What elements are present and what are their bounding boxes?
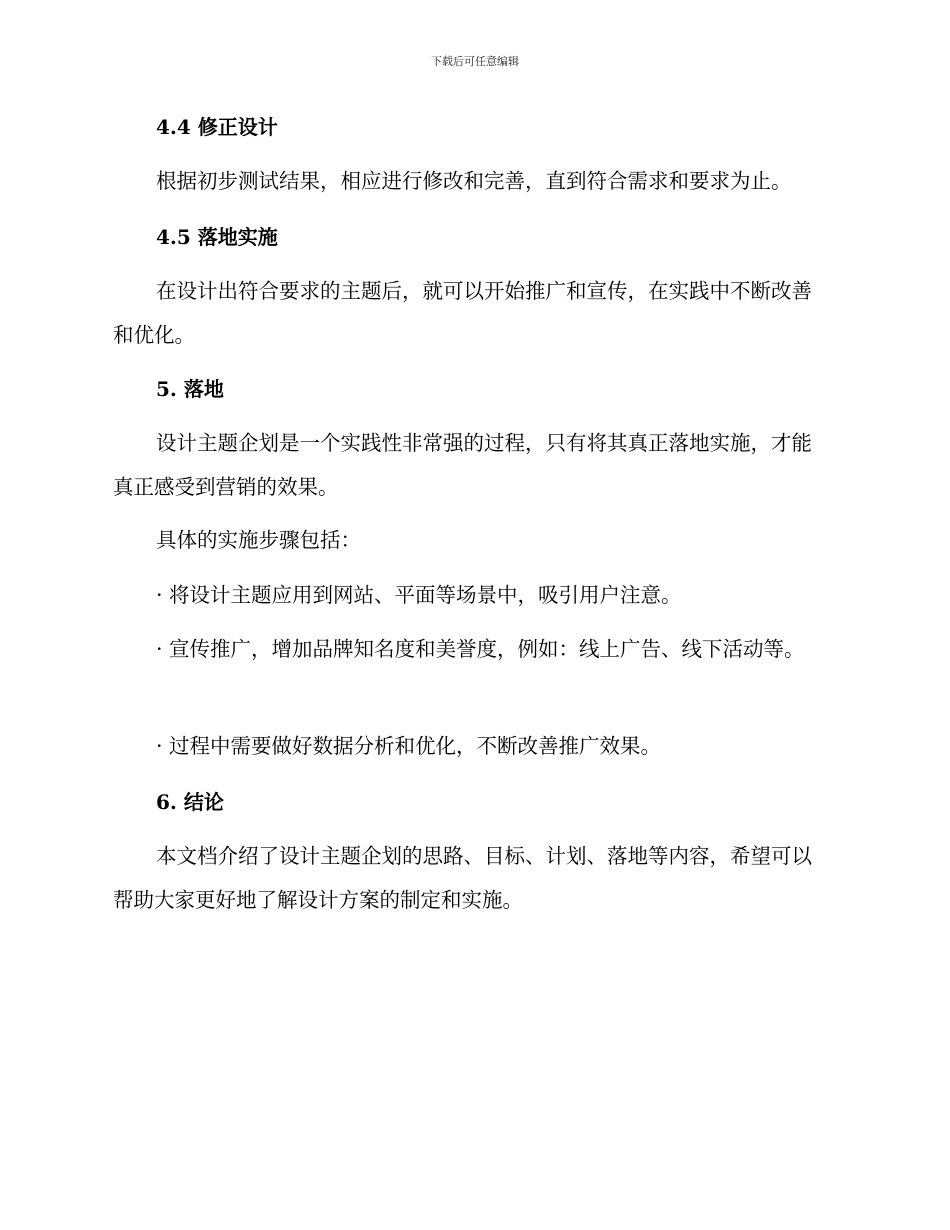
paragraph-4-4: 根据初步测试结果，相应进行修改和完善，直到符合需求和要求为止。: [156, 169, 792, 193]
section-heading-4-4: 4.4 修正设计: [156, 115, 278, 139]
page-header: 下载后可任意编辑: [431, 55, 519, 68]
section-heading-6: 6. 结论: [156, 790, 224, 814]
bullet-item: · 将设计主题应用到网站、平面等场景中，吸引用户注意。: [156, 583, 682, 607]
paragraph-6: 本文档介绍了设计主题企划的思路、目标、计划、落地等内容，希望可以帮助大家更好地了解设计方案的制定和实施。: [113, 844, 812, 912]
section-heading-5: 5. 落地: [156, 377, 224, 401]
section-heading-4-5: 4.5 落地实施: [156, 225, 278, 249]
paragraph-5-intro: 设计主题企划是一个实践性非常强的过程，只有将其真正落地实施，才能真正感受到营销的效果。: [113, 431, 812, 499]
bullet-item: · 宣传推广，增加品牌知名度和美誉度，例如：线上广告、线下活动等。: [156, 637, 805, 661]
bullet-item: · 过程中需要做好数据分析和优化，不断改善推广效果。: [156, 734, 662, 758]
paragraph-4-5: 在设计出符合要求的主题后，就可以开始推广和宣传，在实践中不断改善和优化。: [113, 279, 812, 347]
paragraph-5-steps: 具体的实施步骤包括：: [156, 528, 361, 552]
